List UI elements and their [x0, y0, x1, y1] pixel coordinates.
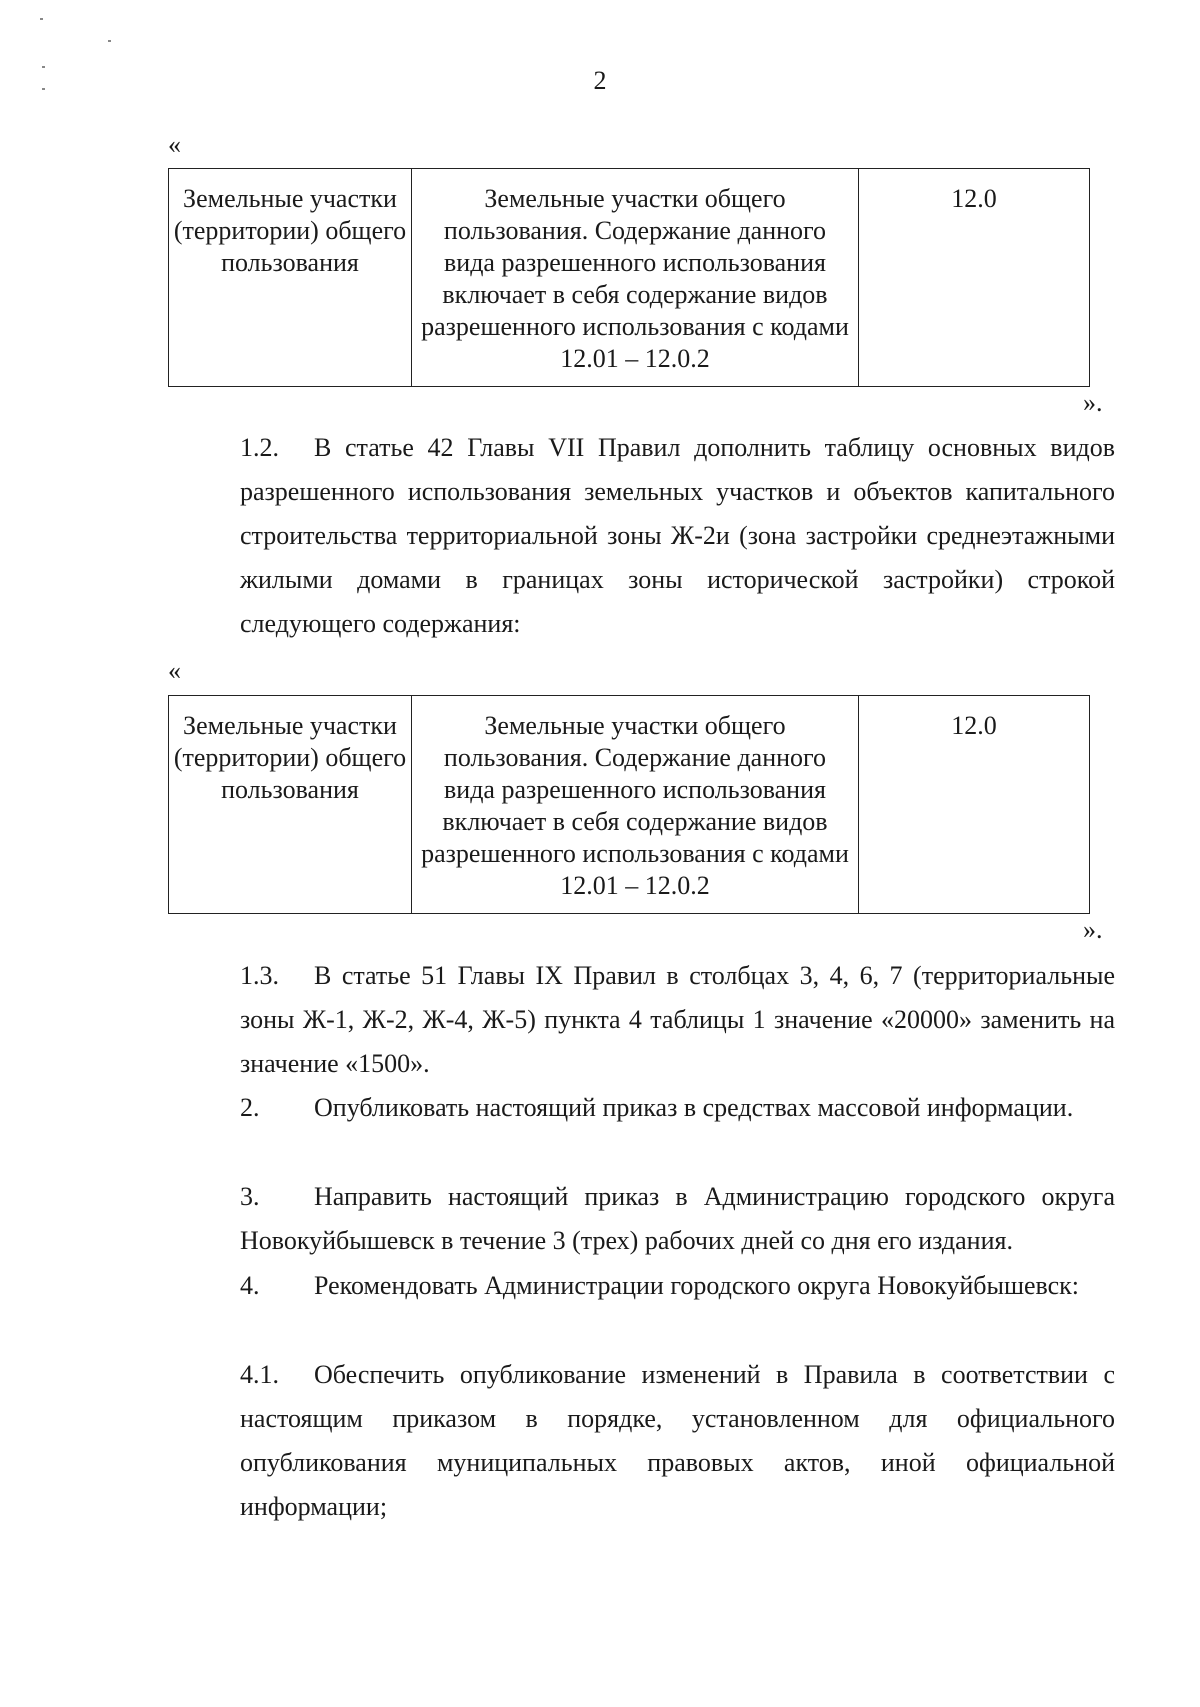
paragraph-text: Обеспечить опубликование изменений в Правила в соответствии с настоящим приказом в порядке, установленном для официального опубликования муниципальных правовых актов, иной официальной информации; — [240, 1360, 1115, 1521]
cell-description: Земельные участки общего пользования. Содержание данного вида разрешенного использования включает в себя содержание видов разрешенного использования с кодами 12.01 – 12.0.2 — [412, 696, 859, 914]
close-quote: ». — [1083, 915, 1103, 944]
paragraph-3 — [168, 1175, 1115, 1263]
table-row — [169, 169, 1090, 387]
cell-description: Земельные участки общего пользования. Содержание данного вида разрешенного использования включает в себя содержание видов разрешенного использования с кодами 12.01 – 12.0.2 — [412, 169, 859, 387]
paragraph-number: 1.3. — [240, 961, 279, 990]
paragraph-2 — [168, 1086, 1115, 1130]
paragraph-4 — [168, 1264, 1115, 1308]
cell-code: 12.0 — [859, 696, 1090, 914]
paragraph-text: Опубликовать настоящий приказ в средствах массовой информации. — [314, 1093, 1074, 1122]
amendment-table-1 — [168, 168, 1090, 387]
paragraph-1-2 — [168, 426, 1115, 646]
paragraph-4-1 — [168, 1353, 1115, 1529]
page-number: 2 — [593, 66, 607, 95]
paragraph-number: 2. — [240, 1093, 260, 1122]
paragraph-text: В статье 42 Главы VII Правил дополнить таблицу основных видов разрешенного использования земельных участков и объектов капитального строительства территориальной зоны Ж-2и (зона застройки среднеэтажными жилыми домами в границах зоны исторической застройки) строкой следующего содержания: — [240, 433, 1115, 638]
paragraph-number: 3. — [240, 1182, 260, 1211]
amendment-table-2 — [168, 695, 1090, 914]
cell-name: Земельные участки (территории) общего пользования — [169, 169, 412, 387]
cell-name: Земельные участки (территории) общего пользования — [169, 696, 412, 914]
cell-code: 12.0 — [859, 169, 1090, 387]
open-quote: « — [168, 656, 181, 685]
paragraph-text: Рекомендовать Администрации городского округа Новокуйбышевск: — [314, 1271, 1080, 1300]
table-row — [169, 696, 1090, 914]
paragraph-text: Направить настоящий приказ в Администрацию городского округа Новокуйбышевск в течение 3 (трех) рабочих дней со дня его издания. — [240, 1182, 1115, 1255]
close-quote: ». — [1083, 388, 1103, 417]
paragraph-text: В статье 51 Главы IX Правил в столбцах 3, 4, 6, 7 (территориальные зоны Ж-1, Ж-2, Ж-4, Ж-5) пункта 4 таблицы 1 значение «20000» заменить на значение «1500». — [240, 961, 1115, 1078]
paragraph-number: 4.1. — [240, 1360, 279, 1389]
paragraph-1-3 — [168, 954, 1115, 1086]
paragraph-number: 1.2. — [240, 433, 279, 462]
open-quote: « — [168, 130, 181, 159]
paragraph-number: 4. — [240, 1271, 260, 1300]
